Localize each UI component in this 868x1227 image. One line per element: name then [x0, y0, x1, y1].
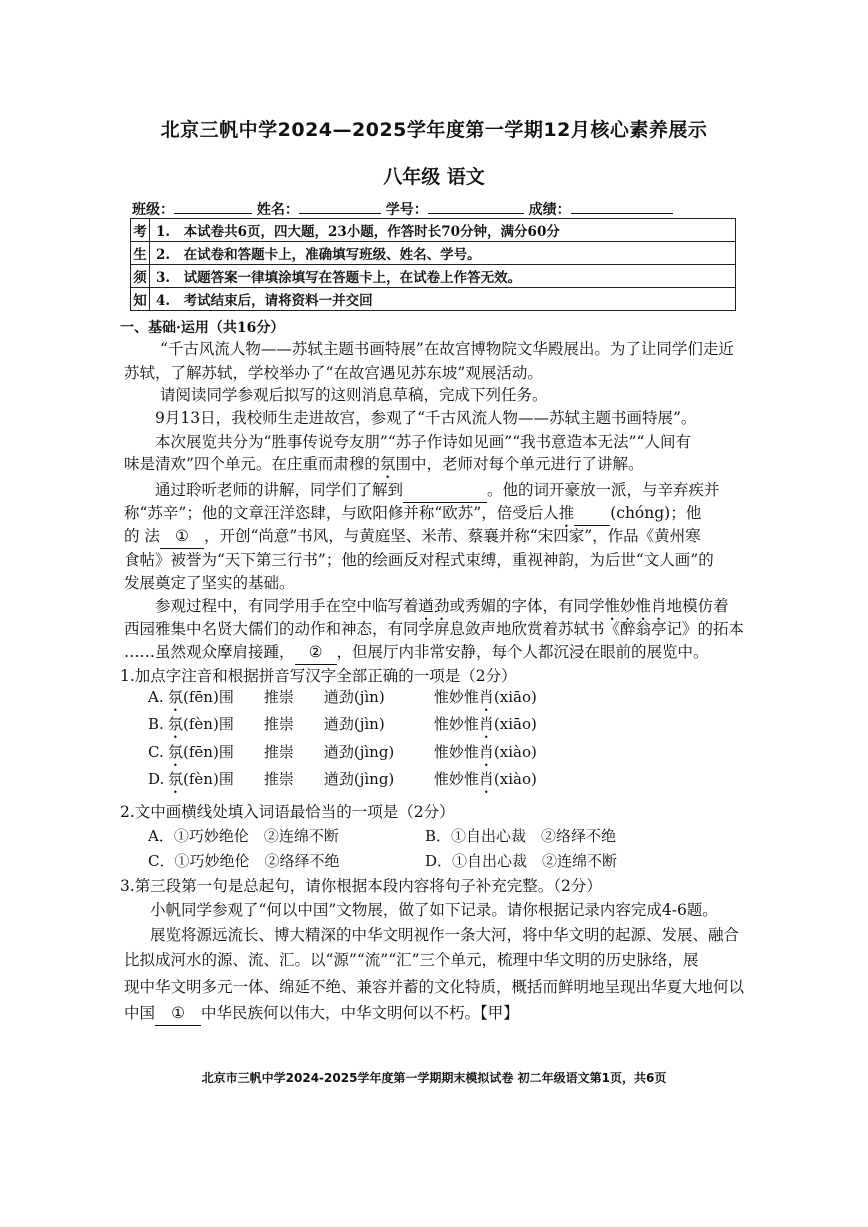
id-blank[interactable]	[428, 199, 524, 214]
passage2-line: 小帆同学参观了“何以中国”文物展，做了如下记录。请你根据记录内容完成4-6题。	[150, 901, 718, 919]
question-2-stem: 2.文中画横线处填入词语最恰当的一项是（2分）	[120, 803, 455, 821]
pinyin: (xiào)	[493, 770, 537, 788]
intro-line: 请阅读同学参观后拟写的这则消息草稿，完成下列任务。	[160, 386, 548, 404]
pinyin: (xiāo)	[493, 688, 537, 706]
para3-line: 称“苏辛”；他的文章汪洋恣肆，与欧阳修并称“欧苏”，倍受后人推 (chóng)；他	[124, 501, 701, 531]
dotted-char: 肖	[478, 688, 494, 706]
passage2-line: 现中华文明多元一体、绵延不绝、兼容并蓄的文化特质，概括而鲜明地呈现出华夏大地何以	[124, 978, 745, 996]
score-label: 成绩：	[528, 202, 571, 218]
dotted-char: 肖	[478, 743, 494, 761]
option-label: D.	[148, 770, 165, 788]
passage2-line: 比拟成河水的源、流、汇。以“源”“流”“汇”三个单元，梳理中华文明的历史脉络，展	[124, 951, 699, 969]
notice-item: 2. 在试卷和答题卡上，准确填写班级、姓名、学号。	[150, 242, 736, 265]
option-label: C.	[148, 743, 164, 761]
exam-subtitle: 八年级 语文	[383, 166, 485, 188]
intro-line: “千古风流人物——苏轼主题书画特展”在故宫博物院文华殿展出。为了让同学们走近	[160, 340, 734, 358]
para3-line: 发展奠定了坚实的基础。	[124, 574, 295, 592]
dotted-char: 氛	[168, 688, 184, 706]
dotted-char: 氛	[168, 715, 184, 733]
dotted-char: 肖	[478, 770, 494, 788]
page-footer: 北京市三帆中学2024-2025学年度第一学期期末模拟试卷 初二年级语文第1页，共6页	[201, 1071, 667, 1085]
option-label: B.	[148, 715, 164, 733]
notice-side-char: 考	[131, 219, 150, 242]
q1-option-d[interactable]: D. 氛(fèn)围 推崇 遒劲(jìng) 惟妙惟肖(xiào)	[148, 770, 537, 788]
notice-item: 1. 本试卷共6页，四大题，23小题，作答时长70分钟，满分60分	[150, 219, 736, 242]
dotted-word: 惟妙惟肖	[604, 597, 667, 615]
notice-side-char: 知	[131, 288, 150, 311]
blank-passage2-1[interactable]: ①	[155, 1001, 201, 1026]
notice-side-char: 须	[131, 265, 150, 288]
dotted-char: 肖	[478, 715, 494, 733]
pinyin: (fèn)	[183, 770, 219, 788]
q1-option-b[interactable]: B. 氛(fèn)围 推崇 遒劲(jìn) 惟妙惟肖(xiāo)	[148, 715, 537, 733]
para3-line: 的 法 ① ，开创“尚意”书风，与黄庭坚、米芾、蔡襄并称“宋四家”，作品《黄州寒	[124, 524, 701, 549]
pinyin: (fèn)	[183, 715, 219, 733]
student-info-line	[132, 199, 673, 219]
passage2-line: 展览将源远流长、博大精深的中华文明视作一条大河，将中华文明的起源、发展、融合	[150, 926, 740, 944]
pinyin: (xiào)	[493, 743, 537, 761]
notice-item: 3. 试题答案一律填涂填写在答题卡上，在试卷上作答无效。	[150, 265, 736, 288]
intro-line: 苏轼，了解苏轼，学校举办了“在故宫遇见苏东坡”观展活动。	[124, 364, 543, 382]
dotted-word: 遒劲	[418, 597, 450, 615]
dotted-char: 氛	[379, 455, 396, 473]
pinyin: (jìng)	[353, 743, 395, 761]
passage2-line: 中国 ① 中华民族何以伟大，中华文明何以不朽。【甲】	[124, 1001, 519, 1026]
option-label: A.	[148, 688, 164, 706]
id-label: 学号：	[385, 202, 428, 218]
q2-option-c[interactable]: C．①巧妙绝伦 ②络绎不绝	[148, 852, 340, 870]
blank-2[interactable]: ②	[295, 640, 337, 665]
class-blank[interactable]	[174, 199, 252, 214]
answer-blank[interactable]	[574, 501, 610, 526]
class-label: 班级：	[132, 202, 174, 218]
para4-line: ……虽然观众摩肩接踵， ② ，但展厅内非常安静，每个人都沉浸在眼前的展览中。	[124, 640, 709, 665]
exam-title: 北京三帆中学2024—2025学年度第一学期12月核心素养展示	[160, 119, 708, 141]
name-label: 姓名：	[256, 202, 299, 218]
para4-line: 西园雅集中名贤大儒们的动作和神态，有同学屏息敛声地欣赏着苏轼书《醉翁亭记》的拓本	[124, 620, 745, 638]
name-blank[interactable]	[299, 199, 381, 214]
notice-item: 4. 考试结束后，请将资料一并交回	[150, 288, 736, 311]
pinyin: (jìn)	[353, 688, 385, 706]
q2-option-a[interactable]: A．①巧妙绝伦 ②连绵不断	[148, 827, 339, 845]
q2-option-d[interactable]: D．①自出心裁 ②连绵不断	[425, 852, 618, 870]
dotted-char: 氛	[168, 770, 184, 788]
news-line: 9月13日，我校师生走进故宫，参观了“千古风流人物——苏轼主题书画特展”。	[155, 409, 697, 427]
pinyin: (xiāo)	[493, 715, 537, 733]
q2-option-b[interactable]: B．①自出心裁 ②络绎不绝	[425, 827, 617, 845]
q1-option-a[interactable]: A. 氛(fēn)围 推崇 遒劲(jìn) 惟妙惟肖(xiāo)	[148, 688, 537, 706]
news-line: 本次展览共分为“胜事传说夸友朋”“苏子作诗如见画”“我书意造本无法”“人间有	[155, 433, 691, 451]
pinyin: (jìn)	[353, 715, 385, 733]
news-line: 味是清欢”四个单元。在庄重而肃穆的氛围中，老师对每个单元进行了讲解。	[124, 455, 644, 473]
para3-line: 食帖》被誉为“天下第三行书”；他的绘画反对程式束缚，重视神韵，为后世“文人画”的	[124, 551, 714, 569]
dotted-char: 氛	[168, 743, 184, 761]
pinyin: (fēn)	[183, 688, 219, 706]
pinyin: (fēn)	[183, 743, 219, 761]
question-3-stem: 3.第三段第一句是总起句，请你根据本段内容将句子补充完整。（2分）	[120, 877, 602, 895]
answer-blank[interactable]	[403, 478, 487, 503]
score-blank[interactable]	[571, 199, 673, 214]
notice-side-char: 生	[131, 242, 150, 265]
question-1-stem: 1.加点字注音和根据拼音写汉字全部正确的一项是（2分）	[120, 667, 517, 685]
exam-notice-table	[130, 218, 736, 311]
blank-1[interactable]: ①	[160, 524, 204, 549]
para3-line: 通过聆听老师的讲解，同学们了解到 。他的词开豪放一派，与辛弃疾并	[155, 478, 720, 503]
q1-option-c[interactable]: C. 氛(fēn)围 推崇 遒劲(jìng) 惟妙惟肖(xiào)	[148, 743, 537, 761]
section-title: 一、基础·运用（共16分）	[120, 320, 285, 336]
dotted-char: 推	[558, 504, 575, 522]
pinyin: (jìng)	[353, 770, 395, 788]
para4-line: 参观过程中，有同学用手在空中临写着遒劲或秀媚的字体，有同学惟妙惟肖地模仿着	[155, 597, 729, 615]
